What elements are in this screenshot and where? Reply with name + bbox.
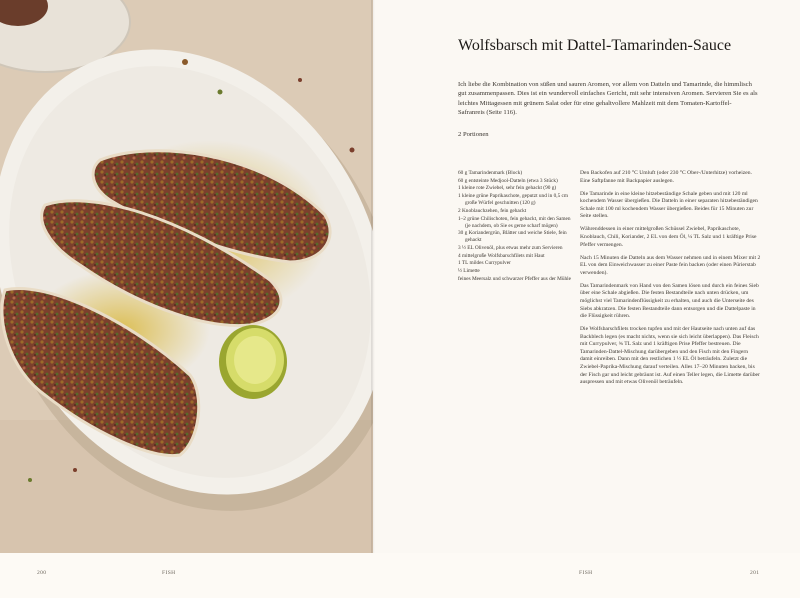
ingredient-list [458, 170, 571, 284]
right-section-label: FISH [579, 570, 593, 576]
ingredient-item: ½ Limette [458, 268, 480, 275]
recipe-portions: 2 Portionen [458, 131, 489, 138]
ingredient-item: 30 g Koriandergrün, Blätter und weiche Stiele, fein gehackt [458, 230, 567, 244]
ingredient-item: 4 mittelgroße Wolfsbarschfilets mit Haut [458, 252, 545, 259]
sea-bass-plate-illustration [0, 0, 373, 553]
method-steps [580, 170, 762, 392]
ingredient-item: 1 kleine grüne Paprikaschote, geputzt und in 0,5 cm große Würfel geschnitten (120 g) [458, 193, 569, 207]
ingredient-item: 1 TL mildes Currypulver [458, 260, 511, 267]
left-page-footer [0, 553, 373, 598]
recipe-title: Wolfsbarsch mit Dattel-Tamarinden-Sauce [458, 37, 732, 54]
ingredient-item: 3 ½ EL Olivenöl, plus etwas mehr zum Servieren [458, 245, 563, 252]
method-step: Das Tamarindenmark von Hand von den Samen lösen und durch ein feines Sieb über eine Schale abgießen. Die festen Bestandteile nach unten drücken, um möglichst viel Tamarindenflüssigkeit zu erhalten, und auch die Unterseite des Siebs abkratzen. Die festen Bestandteile dann entsorgen und die Dattelpaste in die Flüssigkeit rühren. [580, 282, 759, 320]
method-step: Nach 15 Minuten die Datteln aus dem Wasser nehmen und in einem Mixer mit 2 EL von dem Einweichwasser zu einer Paste fein backen (oder einen Pürierstab verwenden). [580, 254, 761, 276]
method-step: Die Wolfsbarschfilets trocken tupfen und mit der Hautseite nach unten auf das Backblech legen (es macht nichts, wenn sie sich leicht überlappen). Das Fleisch mit Currypulver, ¾ TL Salz und 1 kräftigen Prise Pfeffer bestreuen. Die Tamarinden-Dattel-Mischung darübergeben und den Fisch mit den Fingern damit einreiben. Dann mit den restlichen 1 ½ EL Öl beträufeln. Zuletzt die Zwiebel-Paprika-Mischung darauf verteilen. Alles 17–20 Minuten backen, bis der Fisch gar und leicht gebräunt ist. Auf einen Teller legen, die Limette darüber auspressen und mit etwas Olivenöl beträufeln. [580, 326, 760, 386]
ingredient-item: 1–2 grüne Chilischoten, fein gehackt, mit den Samen (je nachdem, ob Sie es gerne scharf mögen) [458, 215, 571, 229]
dish-photo [0, 0, 373, 553]
method-step: Währenddessen in einer mittelgroßen Schüssel Zwiebel, Paprikaschote, Knoblauch, Chili, Koriander, 2 EL von dem Öl, ¼ TL Salz und 1 kräftige Prise Pfeffer vermengen. [580, 226, 757, 248]
ingredient-item: 60 g Tamarindenmark (Block) [458, 170, 523, 176]
left-page-number: 200 [37, 570, 47, 576]
method-step: Die Tamarinde in eine kleine hitzebeständige Schale geben und mit 120 ml kochendem Wasser übergießen. Die Datteln in einer separaten hitzebeständigen Schale mit 100 ml kochendem Wasser übergießen. Beides für 15 Minuten zur Seite stellen. [580, 190, 758, 220]
recipe-intro: Ich liebe die Kombination von süßen und sauren Aromen, vor allem von Datteln und Tamarinde, die himmlisch gut zusammenpassen. Dies ist ein wundervoll einfaches Gericht, mit sehr intensiven Aromen. Servieren Sie es als leichtes Mittagessen mit grünem Salat oder für eine gehaltvollere Mahlzeit mit dem Tomaten-Kartoffel-Safranreis (Seite 116). [458, 81, 758, 117]
left-section-label: FISH [162, 570, 176, 576]
right-page-number: 201 [750, 570, 760, 576]
ingredient-item: 60 g entsteinte Medjool-Datteln (etwa 3 Stück) [458, 177, 558, 184]
ingredient-item: 1 kleine rote Zwiebel, sehr fein gehackt (90 g) [458, 185, 557, 192]
page-gutter [371, 0, 375, 598]
ingredient-item: feines Meersalz und schwarzer Pfeffer aus der Mühle [458, 275, 572, 282]
ingredient-item: 2 Knoblauchzehen, fein gehackt [458, 207, 527, 214]
method-step: Den Backofen auf 210 °C Umluft (oder 230 °C Ober-/Unterhitze) vorheizen. Eine Saftpfanne mit Backpapier auslegen. [580, 170, 752, 184]
